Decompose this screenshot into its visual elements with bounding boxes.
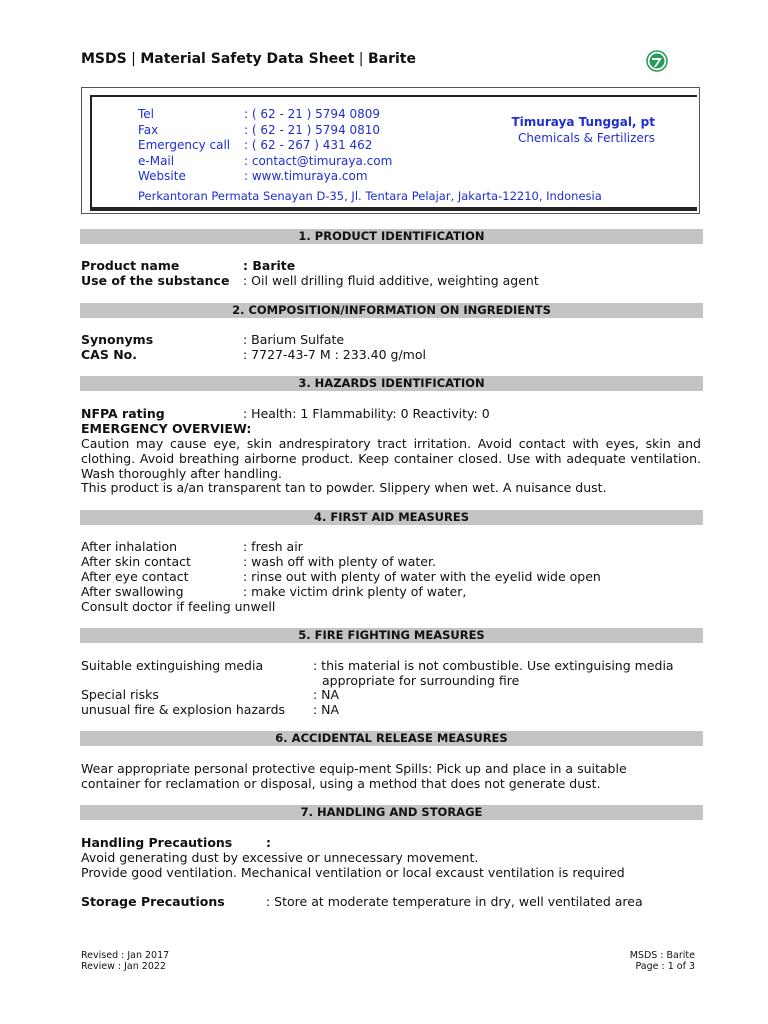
first-aid-note: Consult doctor if feeling unwell	[81, 599, 276, 614]
section-header-handling-storage: 7. HANDLING AND STORAGE	[80, 805, 703, 820]
first-aid-value: : wash off with plenty of water.	[243, 554, 436, 569]
use-value: : Oil well drilling fluid additive, weighting agent	[243, 273, 539, 288]
section-header-product-identification: 1. PRODUCT IDENTIFICATION	[80, 229, 703, 244]
section-header-accidental-release: 6. ACCIDENTAL RELEASE MEASURES	[80, 731, 703, 746]
synonyms-value: : Barium Sulfate	[243, 332, 345, 347]
extinguishing-media-value-cont: appropriate for surrounding fire	[322, 673, 520, 688]
accidental-release-line-2: container for reclamation or disposal, using a method that does not generate dust.	[81, 776, 601, 791]
footer-revised: Revised : Jan 2017	[81, 950, 170, 961]
handling-precautions-colon: :	[266, 835, 271, 850]
extinguishing-media-label: Suitable extinguishing media	[81, 658, 264, 673]
company-subtitle: Chemicals & Fertilizers	[517, 131, 655, 145]
product-name-label: Product name	[81, 258, 180, 273]
footer-doc-name: MSDS : Barite	[629, 950, 695, 961]
synonyms-label: Synonyms	[81, 332, 154, 347]
first-aid-label: After eye contact	[81, 569, 189, 584]
document-title: MSDS | Material Safety Data Sheet | Barite	[81, 51, 416, 67]
special-risks-label: Special risks	[81, 687, 159, 702]
storage-precautions-value: : Store at moderate temperature in dry, well ventilated area	[266, 894, 643, 909]
title-part-msds: MSDS	[81, 51, 127, 67]
company-name: Timuraya Tunggal, pt	[511, 115, 655, 129]
product-name-value: : Barite	[243, 258, 296, 273]
first-aid-label: After inhalation	[81, 539, 178, 554]
emergency-overview-label: EMERGENCY OVERVIEW:	[81, 421, 252, 436]
footer-page-number: Page : 1 of 3	[635, 961, 695, 972]
first-aid-value: : fresh air	[243, 539, 303, 554]
handling-line-2: Provide good ventilation. Mechanical ventilation or local excaust ventilation is required	[81, 865, 625, 880]
section-header-hazards: 3. HAZARDS IDENTIFICATION	[80, 376, 703, 391]
storage-precautions-label: Storage Precautions	[81, 894, 225, 909]
handling-precautions-label: Handling Precautions	[81, 835, 233, 850]
extinguishing-media-value: : this material is not combustible. Use extinguising media	[313, 658, 674, 673]
handling-line-1: Avoid generating dust by excessive or unnecessary movement.	[81, 850, 479, 865]
emergency-overview-text: Caution may cause eye, skin andrespiratory tract irritation. Avoid contact with eyes, skin and clothing. Avoid breathing airborne product. Keep container closed. Use with adequate ventilation. Wash thoroughly after handling.	[81, 436, 701, 481]
unusual-hazards-label: unusual fire & explosion hazards	[81, 702, 286, 717]
accidental-release-line-1: Wear appropriate personal protective equip-ment Spills: Pick up and place in a suitable	[81, 761, 627, 776]
timuraya-logo-icon	[646, 50, 668, 72]
special-risks-value: : NA	[313, 687, 340, 702]
section-header-composition: 2. COMPOSITION/INFORMATION ON INGREDIENTS	[80, 303, 703, 318]
appearance-text: This product is a/an transparent tan to powder. Slippery when wet. A nuisance dust.	[81, 480, 607, 495]
nfpa-label: NFPA rating	[81, 406, 165, 421]
title-part-sheet: Material Safety Data Sheet	[140, 51, 355, 67]
company-address: Perkantoran Permata Senayan D-35, Jl. Tentara Pelajar, Jakarta-12210, Indonesia	[138, 189, 602, 203]
contact-box: Tel : ( 62 - 21 ) 5794 0809 Fax : ( 62 - 21 ) 5794 0810 Emergency call : ( 62 - 267 ) 431 462 e-Mail : contact@timuraya.com Website : www.timuraya.com Timuraya Tunggal, pt Chemicals & Fertilizers Perkantoran Permata Senayan D-35, Jl. Tentara Pelajar, Jakarta-12210, Indonesia	[81, 87, 700, 214]
nfpa-value: : Health: 1 Flammability: 0 Reactivity: 0	[243, 406, 490, 421]
unusual-hazards-value: : NA	[313, 702, 340, 717]
title-part-product: Barite	[367, 51, 416, 67]
section-header-fire-fighting: 5. FIRE FIGHTING MEASURES	[80, 628, 703, 643]
section-header-first-aid: 4. FIRST AID MEASURES	[80, 510, 703, 525]
cas-value: : 7727-43-7 M : 233.40 g/mol	[243, 347, 426, 362]
first-aid-label: After skin contact	[81, 554, 191, 569]
first-aid-value: : make victim drink plenty of water,	[243, 584, 467, 599]
use-label: Use of the substance	[81, 273, 230, 288]
cas-label: CAS No.	[81, 347, 137, 362]
first-aid-label: After swallowing	[81, 584, 184, 599]
footer-review: Review : Jan 2022	[81, 961, 166, 972]
first-aid-value: : rinse out with plenty of water with the eyelid wide open	[243, 569, 601, 584]
